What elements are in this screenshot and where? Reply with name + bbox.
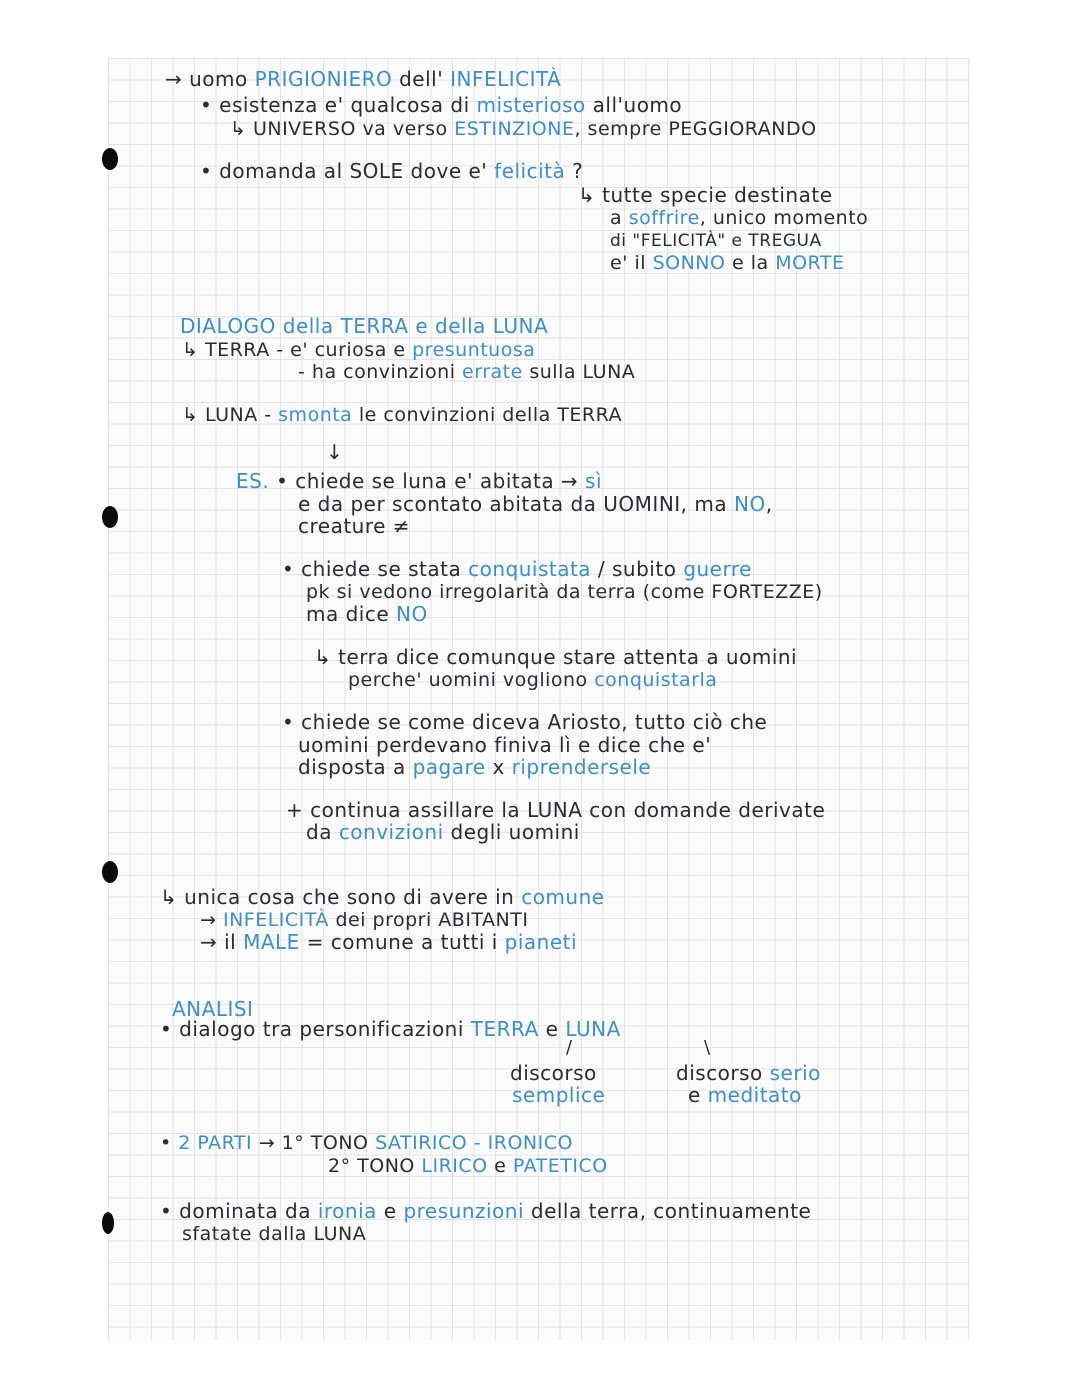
binder-hole [102, 1212, 114, 1234]
note-line: discorso [510, 1061, 597, 1085]
note-line: • chiede se come diceva Ariosto, tutto ciò che [282, 710, 768, 734]
note-line: e meditato [688, 1083, 802, 1107]
note-line: 2° TONO LIRICO e PATETICO [328, 1155, 608, 1177]
note-line: pk si vedono irregolarità da terra (come FORTEZZE) [306, 581, 823, 603]
note-line: • domanda al SOLE dove e' felicità ? [200, 159, 584, 183]
note-line: + continua assillare la LUNA con domande derivate [286, 798, 826, 822]
note-line: semplice [512, 1083, 606, 1107]
note-line: ↳ unica cosa che sono di avere in comune [160, 885, 605, 909]
note-line: • dialogo tra personificazioni TERRA e LUNA [160, 1017, 621, 1041]
note-line: perche' uomini vogliono conquistarla [348, 669, 718, 691]
note-line: • esistenza e' qualcosa di misterioso all'uomo [200, 93, 683, 117]
down-arrow: ↓ [326, 440, 344, 464]
note-line: ↳ tutte specie destinate [578, 183, 833, 207]
note-line: di "FELICITÀ" e TREGUA [610, 231, 822, 251]
note-line: • chiede se stata conquistata / subito guerre [282, 557, 752, 581]
note-line: • 2 PARTI → 1° TONO SATIRICO - IRONICO [160, 1132, 573, 1154]
binder-hole [102, 148, 118, 170]
note-line: uomini perdevano finiva lì e dice che e' [298, 733, 712, 757]
note-line: e' il SONNO e la MORTE [610, 252, 845, 274]
section-title: DIALOGO della TERRA e della LUNA [180, 314, 549, 338]
note-line: ↳ UNIVERSO va verso ESTINZIONE, sempre PEGGIORANDO [230, 118, 817, 140]
note-line: ↳ LUNA - smonta le convinzioni della TERRA [182, 404, 623, 426]
note-line: da convizioni degli uomini [306, 820, 580, 844]
section-title: ANALISI [172, 997, 254, 1021]
note-line: → INFELICITÀ dei propri ABITANTI [200, 909, 529, 931]
note-line: • dominata da ironia e presunzioni della terra, continuamente [160, 1199, 812, 1223]
binder-hole [102, 861, 118, 883]
note-line: ES. • chiede se luna e' abitata → sì [236, 469, 603, 493]
binder-hole [102, 506, 118, 528]
branch-line: / [566, 1037, 573, 1058]
note-line: creature ≠ [298, 514, 411, 538]
branch-line: \ [704, 1037, 711, 1058]
note-line: disposta a pagare x riprendersele [298, 755, 652, 779]
note-line: → uomo PRIGIONIERO dell' INFELICITÀ [165, 67, 562, 91]
note-line: → il MALE = comune a tutti i pianeti [200, 930, 578, 954]
note-line: a soffrire, unico momento [610, 207, 869, 229]
note-line: ↳ terra dice comunque stare attenta a uomini [314, 645, 798, 669]
note-line: ↳ TERRA - e' curiosa e presuntuosa [182, 339, 536, 361]
note-line: discorso serio [676, 1061, 821, 1085]
note-line: sfatate dalla LUNA [182, 1223, 367, 1245]
note-line: ma dice NO [306, 602, 428, 626]
note-line: e da per scontato abitata da UOMINI, ma NO, [298, 492, 773, 516]
note-line: - ha convinzioni errate sulla LUNA [298, 361, 636, 383]
